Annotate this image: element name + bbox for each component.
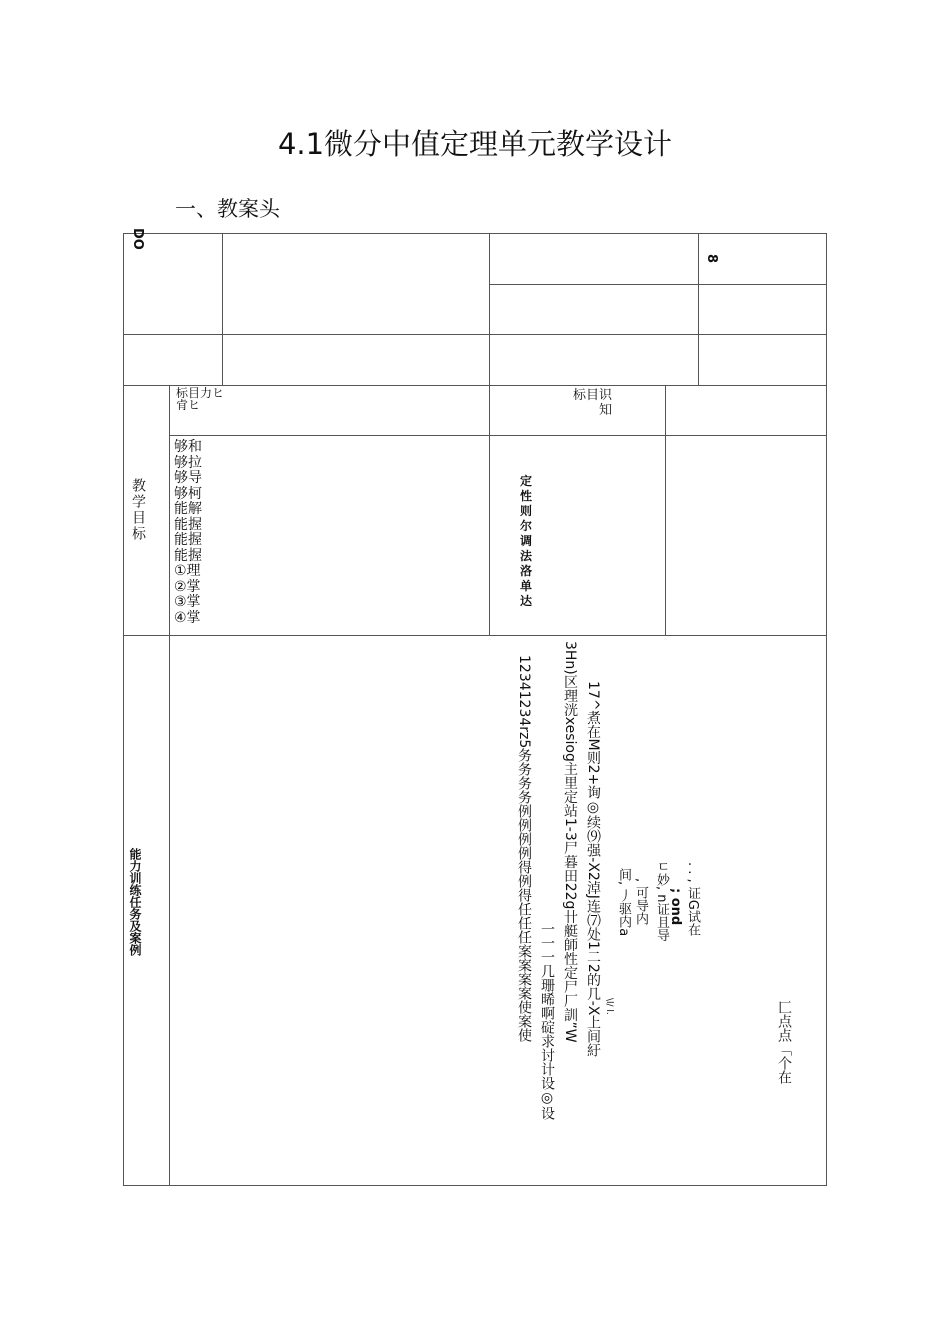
ability-goal-line: 能握	[174, 547, 202, 564]
ability-goal-line: ②掌	[174, 578, 201, 595]
task-column-9: ; ond	[668, 888, 683, 926]
task-column-5: , 可导内	[633, 878, 648, 926]
document-title: 4.1微分中值定理单元教学设计	[277, 127, 673, 161]
teaching-goals-label: 教学目标	[130, 478, 146, 542]
task-column-10: \l/ l.	[604, 998, 614, 1015]
tasks-label: 能力训练任务及案例	[128, 848, 142, 956]
task-column-8: . . , 证G试在	[685, 862, 700, 936]
knowledge-goal-header: 标目识 知	[572, 388, 612, 418]
ability-goal-line: 够柯	[174, 485, 202, 502]
task-column-11: 匚点点「个在	[776, 1000, 792, 1084]
task-column-6: 间, 丿驱内a	[616, 868, 631, 937]
ability-goal-line: 能握	[174, 516, 202, 533]
ability-goal-line: 够导	[174, 470, 202, 486]
task-column-2: 3Hn)区理洸xesiog主里定站1-3尸暮田22g卄艇師性定尸厂訓”W	[562, 641, 578, 1043]
task-column-1: 17^煮在M则2+询◎续⑼强-X2淖J连⑺处1二2的几-X上间紆	[585, 681, 601, 1058]
task-column-4: 12341234rz5务务务务例例例例得例得任任任案案案案使案使	[516, 655, 532, 1043]
ability-goal-line: 能解	[174, 501, 202, 517]
ability-goal-line: 够和	[174, 439, 202, 455]
section-heading: 一、教案头	[175, 197, 280, 221]
top-right-mark: 8	[704, 254, 719, 264]
ability-goal-header: 标目力ヒ 肻ヒ	[176, 386, 225, 412]
ability-goal-line: ①理	[174, 563, 201, 579]
task-column-7: ㄷ妙, n证且导	[654, 860, 669, 942]
top-left-mark: DO	[130, 228, 145, 250]
ability-goal-line: 够拉	[174, 454, 202, 471]
ability-goal-line: ④掌	[174, 609, 201, 626]
ability-goal-line: 能握	[174, 532, 202, 548]
knowledge-goal-text: 定性则尔调法洛单达	[520, 474, 533, 608]
task-column-3: 一一一几珊晞啊碇求讨计设◎设	[539, 922, 555, 1120]
ability-goal-list	[174, 440, 214, 626]
ability-goal-line: ③掌	[174, 594, 201, 610]
